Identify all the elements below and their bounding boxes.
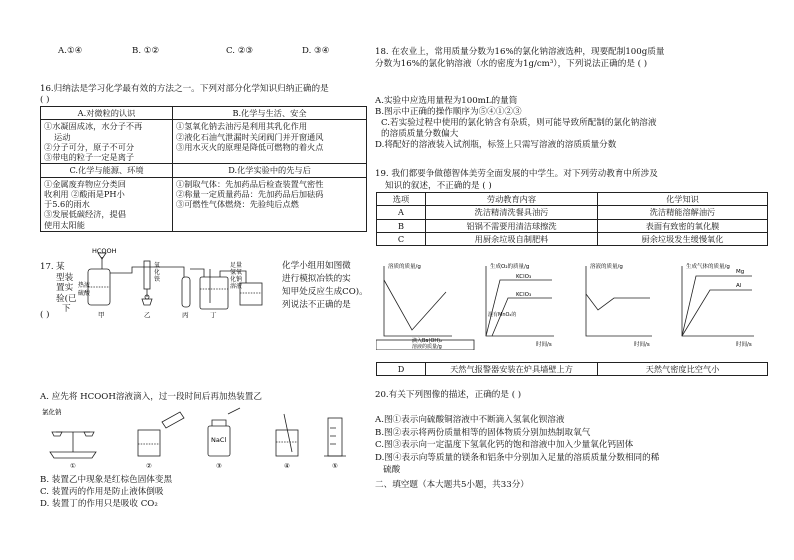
- q16-c-body: ①金属废弃物应分类回 收利用 ②酸雨是PH小 于5.6的雨水 ③发展低碳经济，提倡 使用太阳能: [41, 177, 173, 231]
- step-2: ②: [146, 462, 152, 470]
- q17-options-rest: B. 装置乙中现象是红棕色固体变黑 C. 装置丙的作用是防止液体倒吸 D. 装置丁的作用只是吸收 CO₂: [40, 475, 173, 509]
- q19-table: 选项 劳动教育内容 化学知识 A 洗洁精清洗餐具油污 洗洁精能溶解油污 B 铝锅不需要用清洁球擦洗 表面有致密的氧化膜 C 用厨余垃圾自制肥料 厨余垃圾发生缓慢氧化: [376, 192, 768, 246]
- step-1: ①: [70, 462, 76, 470]
- step-3: ③: [216, 462, 222, 470]
- q16-paren: ( ): [40, 95, 50, 105]
- q18-options: A.实验中应选用量程为100mL的量筒 B.图示中正确的操作顺序为⑤④①②③ C.若实验过程中使用的氯化钠含有杂质，则可能导致所配制的氯化钠溶液 的溶质质量分数偏大 D.将配好的溶液装入试剂瓶，标签上只需写溶液的溶质质量分数: [375, 96, 657, 150]
- g2-xlabel: 时间/s: [536, 342, 552, 348]
- step-4: ④: [284, 462, 290, 470]
- g1-xlabel-2: 溶液的质量/g: [412, 344, 442, 350]
- iron-oxide-label-1: 氧: [154, 262, 161, 269]
- step-5: ⑤: [332, 462, 338, 470]
- option-c: C. ②③: [226, 46, 254, 56]
- q20-graphs: [376, 258, 768, 350]
- hot-acid-label-1: 热浓: [78, 282, 91, 289]
- q16-table: [40, 106, 367, 232]
- g4-xlabel: 时间/s: [736, 342, 752, 348]
- q16-stem: 16.归纳法是学习化学最有效的方法之一。下列对部分化学知识归纳正确的是: [40, 84, 329, 94]
- q18-stem: 18. 在农业上，常用质量分数为16%的氯化钠溶液选种，现要配制100g质量 分数为16%的氯化钠溶液（水的密度为1g/cm³），下列说法正确的是 ( ): [375, 47, 665, 69]
- q17-paren: ( ): [40, 310, 50, 320]
- g3-ylabel: 溶液的质量/g: [590, 264, 623, 270]
- q17-option-a: A. 应先将 HCOOH溶液滴入，过一段时间后再加热装置乙: [40, 392, 262, 402]
- hot-acid-label-2: 硫酸: [78, 290, 91, 297]
- q20-stem: 20.有关下列图像的描述，正确的是 ( ): [375, 390, 522, 400]
- q18-steps-figure: [40, 404, 360, 470]
- g2-curve1: KClO₃: [516, 274, 532, 280]
- option-b: B. ①②: [132, 46, 160, 56]
- naoh-label-4: 溶液: [230, 283, 243, 290]
- q16-d-body: ①制取气体：先加药品后检查装置气密性 ②称量一定质量药品：先加药品后加砝码 ③可燃性气体燃烧：先验纯后点燃: [173, 177, 367, 231]
- q16-a-head: A.对微粒的认识: [41, 107, 173, 120]
- option-d: D. ③④: [302, 46, 330, 56]
- nacl-label: 氯化钠: [42, 408, 62, 416]
- option-a: A.①④: [58, 46, 83, 56]
- ding-label: 丁: [210, 311, 217, 319]
- q17-apparatus-figure: [74, 247, 278, 319]
- q19-table-row-d: D 天然气报警器安装在炉具墙壁上方 天然气密度比空气小: [376, 362, 768, 376]
- q16-a-body: ①水凝固成冰，水分子不再 运动 ②分子可分，原子不可分 ③带电的粒子一定是离子: [41, 120, 173, 164]
- naoh-label-1: 足量: [230, 262, 243, 269]
- g4-al-label: Al: [736, 283, 742, 289]
- section-2-heading: 二、填空题（本大题共5小题，共33分）: [375, 480, 529, 490]
- hcooh-label: HCOOH: [92, 247, 117, 255]
- g2-note: 混有MnO₂的: [488, 312, 517, 318]
- g2-ylabel: 生成O₂的质量/g: [490, 264, 530, 270]
- g4-mg-label: Mg: [736, 269, 745, 275]
- bing-label: 丙: [182, 311, 189, 319]
- g1-xlabel-1: 滴入Ba(OH)₂: [412, 338, 443, 344]
- q17-left-text: 某 型装 置实 验(已 下: [56, 262, 77, 314]
- naoh-label-2: 氢氧: [230, 269, 243, 276]
- q17-num: 17.: [40, 262, 54, 272]
- g2-curve2: KClO₃: [516, 292, 532, 298]
- q20-options: A.图①表示向硫酸铜溶液中不断滴入氢氧化钡溶液 B.图②表示将两份质量相等的固体物质分别加热制取氧气 C.图③表示向一定温度下氢氧化钙的饱和溶液中加入少量氧化钙固体 D.图④表示向等质量的镁条和铝条中分别加入足量的溶质质量分数相同的稀 硫酸: [375, 415, 660, 475]
- naoh-label-3: 化钠: [230, 276, 243, 283]
- q16-b-body: ①氢氧化钠去油污是利用其乳化作用 ②液化石油气泄漏时关闭阀门并开窗通风 ③用水灭火的原理是降低可燃物的着火点: [173, 120, 367, 164]
- q17-right-text: 化学小组用如图微 进行模拟冶铁的实 知甲处反应生成CO)。 列说法不正确的是: [282, 261, 368, 310]
- nacl-jar-label: NaCl: [211, 436, 227, 444]
- g4-ylabel: 生成气体的质量/g: [686, 264, 730, 270]
- g1-ylabel: 溶质的质量/g: [388, 264, 421, 270]
- yi-label: 乙: [144, 311, 151, 319]
- q19-stem: 19. 我们都要争做德智体美劳全面发展的中学生。对下列劳动教育中所涉及 知识的叙述，不正确的是 ( ): [375, 169, 658, 191]
- q16-d-head: D.化学实验中的先与后: [173, 164, 367, 177]
- q16-b-head: B.化学与生活、安全: [173, 107, 367, 120]
- q16-c-head: C.化学与能源、环境: [41, 164, 173, 177]
- jia-label: 甲: [98, 311, 105, 319]
- iron-oxide-label-2: 化: [154, 269, 161, 276]
- g3-xlabel: 时间/s: [634, 342, 650, 348]
- iron-oxide-label-3: 铁: [154, 276, 161, 283]
